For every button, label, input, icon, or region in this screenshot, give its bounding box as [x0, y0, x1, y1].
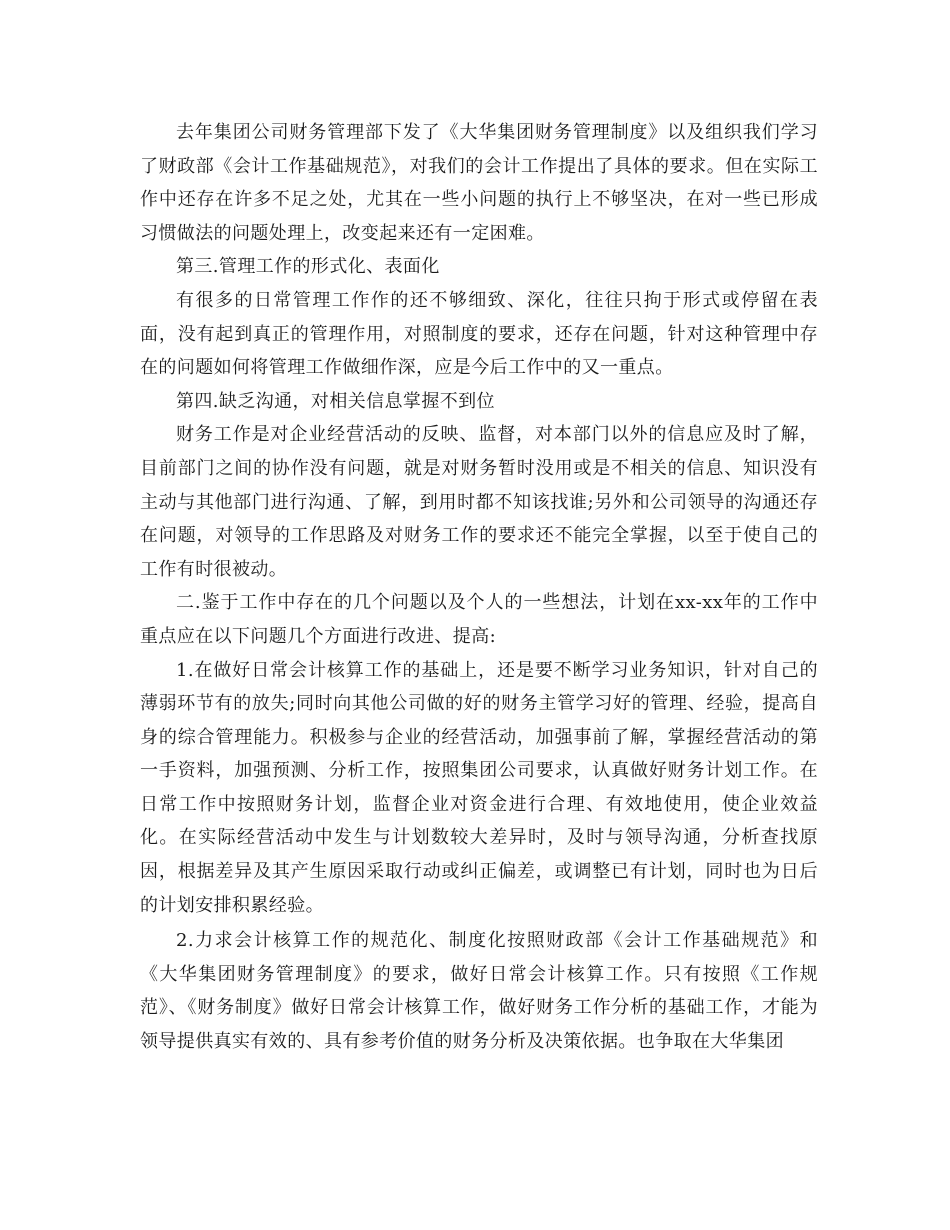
- paragraph-section-two: 二.鉴于工作中存在的几个问题以及个人的一些想法，计划在xx-xx年的工作中重点应在以下问题几个方面进行改进、提高:: [140, 592, 818, 647]
- paragraph-plan-item-1: 1.在做好日常会计核算工作的基础上，还是要不断学习业务知识，针对自己的薄弱环节有的放失;同时向其他公司做的好的财务主管学习好的管理、经验，提高自身的综合管理能力。积极参与企业的经营活动，加强事前了解，掌握经营活动的第一手资料，加强预测、分析工作，按照集团公司要求，认真做好财务计划工作。在日常工作中按照财务计划，监督企业对资金进行合理、有效地使用，使企业效益化。在实际经营活动中发生与计划数较大差异时，及时与领导沟通，分析查找原因，根据差异及其产生原因采取行动或纠正偏差，或调整已有计划，同时也为日后的计划安排积累经验。: [140, 659, 818, 916]
- heading-third-issue: 第三.管理工作的形式化、表面化: [176, 256, 440, 278]
- paragraph-third-issue: 有很多的日常管理工作作的还不够细致、深化，往往只拘于形式或停留在表面，没有起到真正的管理作用，对照制度的要求，还存在问题，针对这种管理中存在的问题如何将管理工作做细作深，应是今后工作中的又一重点。: [140, 289, 818, 379]
- paragraph-intro: 去年集团公司财务管理部下发了《大华集团财务管理制度》以及组织我们学习了财政部《会计工作基础规范》，对我们的会计工作提出了具体的要求。但在实际工作中还存在许多不足之处，尤其在一些小问题的执行上不够坚决，在对一些已形成习惯做法的问题处理上，改变起来还有一定困难。: [140, 122, 818, 244]
- document-body: [140, 116, 818, 1059]
- paragraph-fourth-issue: 财务工作是对企业经营活动的反映、监督，对本部门以外的信息应及时了解，目前部门之间的协作没有问题，就是对财务暂时没用或是不相关的信息、知识没有主动与其他部门进行沟通、了解，到用时都不知该找谁;另外和公司领导的沟通还存在问题，对领导的工作思路及对财务工作的要求还不能完全掌握，以至于使自己的工作有时很被动。: [140, 424, 818, 580]
- paragraph-plan-item-2: 2.力求会计核算工作的规范化、制度化按照财政部《会计工作基础规范》和《大华集团财务管理制度》的要求，做好日常会计核算工作。只有按照《工作规范》、《财务制度》做好日常会计核算工作，做好财务工作分析的基础工作，才能为领导提供真实有效的、具有参考价值的财务分析及决策依据。也争取在大华集团: [140, 930, 818, 1053]
- heading-fourth-issue: 第四.缺乏沟通，对相关信息掌握不到位: [176, 390, 495, 412]
